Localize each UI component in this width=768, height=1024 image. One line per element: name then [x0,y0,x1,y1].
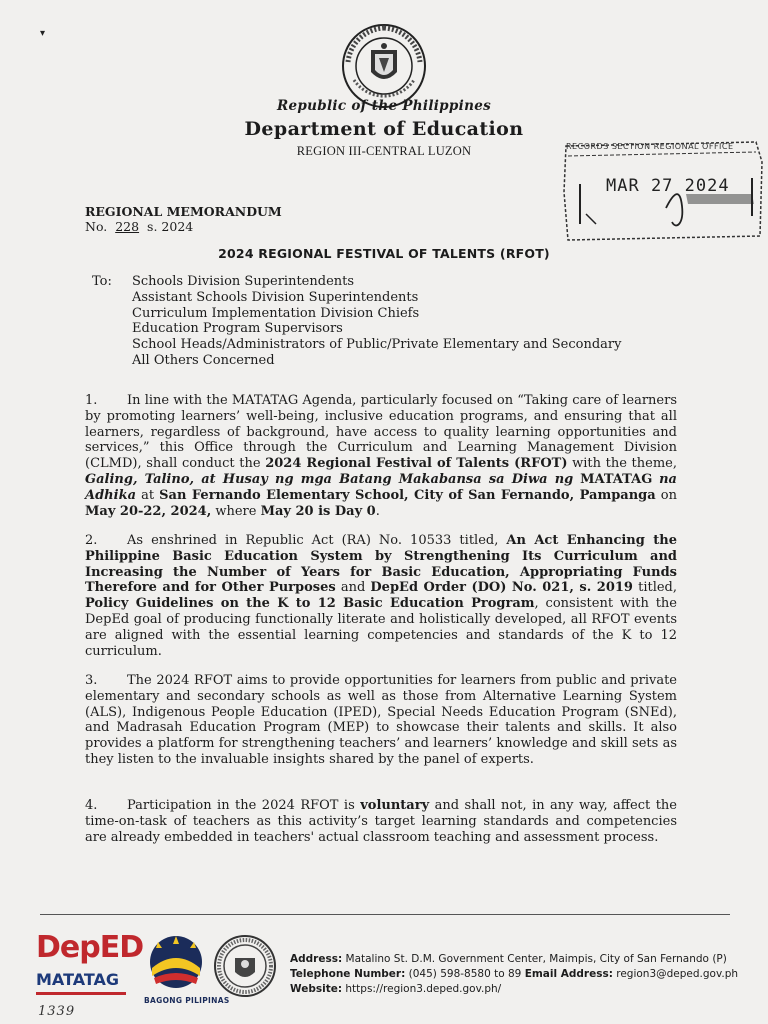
deped-seal-icon [340,22,428,110]
phone-label: Telephone Number: [290,968,406,980]
p1-matatag: MATATAG [580,471,653,487]
p1-event-name: 2024 Regional Festival of Talents (RFOT) [265,456,568,472]
paragraph-4 [85,798,677,845]
p4-text: Participation in the 2024 RFOT is [127,798,361,813]
memo-no-prefix: No. [85,219,108,234]
deped-matatag-logo [36,930,144,1002]
p1-theme: na Adhika [85,471,677,503]
matatag-logo-text: MATATAG [36,970,120,989]
paragraph-number: 3. [85,673,98,688]
deped-round-seal-icon [212,926,278,1006]
deped-logo-text: DepED [36,930,144,965]
republic-line: Republic of the Philippines [277,98,491,114]
p2-text: and [335,580,371,596]
p3-text: The 2024 RFOT aims to provide opportunities for learners from public and private elementary and secondary schools as well as those from Alternative Learning System (ALS), Indigenous People Education (IPED), Special Needs Education Program (SNEd), and Madrasah Education Program (MEP) to showcase their talents and skills. It also provides a platform for strengthening teachers’ and learners’ knowledge and skill sets as they listen to the invaluable insights shared by the panel of experts. [85,673,677,767]
stamp-section-label: RECORDS SECTION REGIONAL OFFICE [566,142,734,151]
email-label: Email Address: [524,968,613,980]
p2-policy-title: Policy Guidelines on the K to 12 Basic Education Program [85,596,535,612]
p1-theme: Galing, Talino, at Husay ng mga Batang Makabansa sa Diwa ng [85,471,574,487]
paragraph-number: 4. [85,798,98,813]
address-label: Address: [290,953,343,965]
paragraph-3 [85,673,677,768]
p2-act-title: An Act Enhancing the Philippine Basic Education System by Strengthening Its Curriculum and Increasing the Number of Years for Basic Education, Appropriating Funds Therefore and for Other Purposes [85,533,677,596]
website-line [290,982,738,997]
p1-text: . [375,503,380,519]
memo-subject: 2024 REGIONAL FESTIVAL OF TALENTS (RFOT) [218,246,550,261]
memo-no-value: 228 [115,219,140,234]
matatag-underline [36,992,126,995]
department-name: Department of Education [244,118,524,140]
memo-title: REGIONAL MEMORANDUM [85,204,282,219]
recipient-item: Assistant Schools Division Superintendents [132,289,419,305]
address-line [290,952,738,967]
p1-text: with the theme, [567,456,677,472]
recipient-item: Curriculum Implementation Division Chiefs [132,305,420,321]
footer-contact [290,952,738,997]
recipient-item: Education Program Supervisors [132,321,343,337]
website-value: https://region3.deped.gov.ph/ [345,983,502,995]
website-label: Website: [290,983,343,995]
bagong-pilipinas-text: BAGONG PILIPINAS [144,996,230,1005]
p1-text: at [136,487,160,503]
phone-email-line [290,967,738,982]
memo-number [85,219,193,234]
address-value: Matalino St. D.M. Government Center, Maimpis, City of San Fernando (P) [345,953,727,965]
p1-text: In line with the MATATAG Agenda, particularly focused on “Taking care of learners by promoting learners’ well-being, inclusive education programs, and ensuring that all learners, regardless of background, have access to quality learning opportunities and services,” this Office through the Curriculum and Learning Management Division (CLMD), shall conduct the [85,393,677,472]
p1-text: where [211,503,261,519]
p1-text: on [655,487,677,503]
p1-day0: May 20 is Day 0 [260,503,376,519]
region-line: REGION III-CENTRAL LUZON [296,144,472,158]
handwritten-note: 1339 [38,1004,76,1019]
email-value: region3@deped.gov.ph [616,968,739,980]
to-label: To: [92,274,112,289]
p1-dates: May 20-22, 2024, [85,503,212,519]
memo-series: s. 2024 [147,219,194,234]
recipient-item: All Others Concerned [132,352,275,368]
p2-text: , consistent with the DepEd goal of producing functionally literate and holistically developed, all RFOT events are aligned with the essential learning competencies and standards of the K to 12 curriculum. [85,596,677,659]
p2-text: As enshrined in Republic Act (RA) No. 10533 titled, [127,533,507,548]
p4-text: and shall not, in any way, affect the time-on-task of teachers as this activity’s target learning standards and competencies are already embedded in teachers' actual classroom teaching and assessment process. [85,798,677,845]
recipient-item: School Heads/Administrators of Public/Private Elementary and Secondary [132,337,622,353]
p1-venue: San Fernando Elementary School, City of San Fernando, Pampanga [159,487,656,503]
paragraph-number: 1. [85,393,98,408]
recipient-list [132,274,621,369]
recipient-item: Schools Division Superintendents [132,274,355,289]
stamp-date: MAR 27 2024 [606,176,730,196]
phone-value: (045) 598-8580 to 89 [408,968,522,980]
paragraph-1 [85,393,677,519]
paragraph-2 [85,533,677,659]
paragraph-number: 2. [85,533,98,548]
corner-mark: ▾ [40,28,46,39]
p4-voluntary: voluntary [360,798,430,813]
p2-text: titled, [632,580,678,596]
footer-divider [40,914,730,915]
p2-order: DepEd Order (DO) No. 021, s. 2019 [370,580,633,596]
